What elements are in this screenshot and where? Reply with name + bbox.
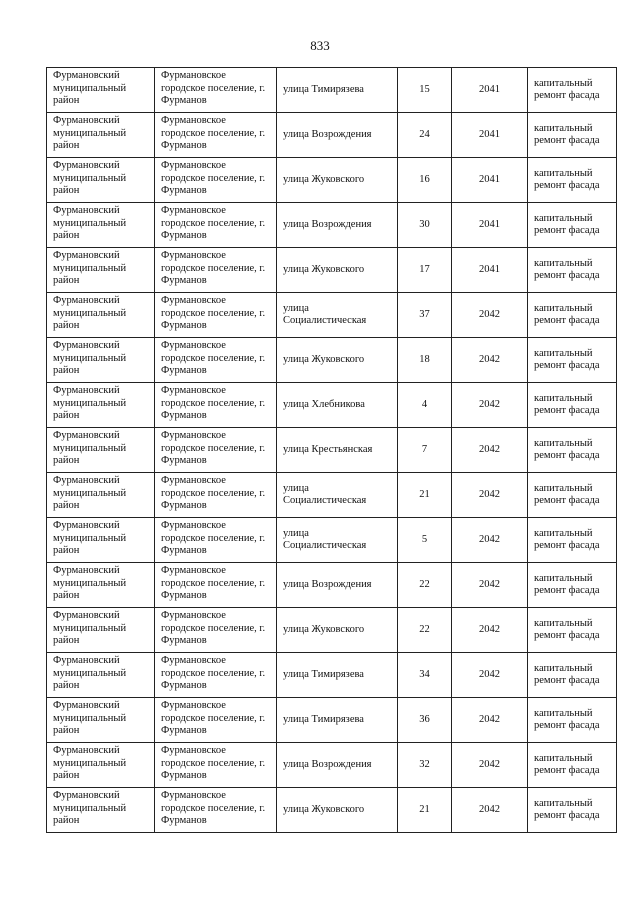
street-cell: улица Тимирязева [277,653,398,698]
street-cell: улица Жуковского [277,338,398,383]
work-type-cell: капитальный ремонт фасада [528,473,617,518]
year-cell: 2042 [452,473,528,518]
work-type-cell: капитальный ремонт фасада [528,608,617,653]
district-cell: Фурмановский муниципальный район [47,113,155,158]
year-cell: 2042 [452,608,528,653]
street-cell: улица Возрождения [277,743,398,788]
year-cell: 2042 [452,428,528,473]
street-cell: улица Жуковского [277,788,398,833]
table-row [47,608,617,653]
house-number-cell: 22 [398,563,452,608]
house-number-cell: 32 [398,743,452,788]
year-cell: 2042 [452,788,528,833]
year-cell: 2042 [452,338,528,383]
street-cell: улица Жуковского [277,158,398,203]
table-row [47,563,617,608]
year-cell: 2042 [452,698,528,743]
street-cell: улица Социалистическая [277,473,398,518]
street-cell: улица Возрождения [277,203,398,248]
house-number-cell: 18 [398,338,452,383]
table-row [47,68,617,113]
settlement-cell: Фурмановское городское поселение, г. Фурманов [155,743,277,788]
house-number-cell: 21 [398,473,452,518]
street-cell: улица Крестьянская [277,428,398,473]
table-row [47,518,617,563]
work-type-cell: капитальный ремонт фасада [528,428,617,473]
settlement-cell: Фурмановское городское поселение, г. Фурманов [155,158,277,203]
year-cell: 2041 [452,203,528,248]
house-number-cell: 7 [398,428,452,473]
district-cell: Фурмановский муниципальный район [47,473,155,518]
district-cell: Фурмановский муниципальный район [47,293,155,338]
year-cell: 2042 [452,293,528,338]
street-cell: улица Возрождения [277,563,398,608]
table-row [47,203,617,248]
year-cell: 2042 [452,563,528,608]
table-row [47,338,617,383]
street-cell: улица Жуковского [277,608,398,653]
repair-schedule-table [46,67,617,833]
district-cell: Фурмановский муниципальный район [47,68,155,113]
settlement-cell: Фурмановское городское поселение, г. Фурманов [155,338,277,383]
work-type-cell: капитальный ремонт фасада [528,68,617,113]
table-row [47,113,617,158]
settlement-cell: Фурмановское городское поселение, г. Фурманов [155,563,277,608]
work-type-cell: капитальный ремонт фасада [528,113,617,158]
house-number-cell: 17 [398,248,452,293]
district-cell: Фурмановский муниципальный район [47,653,155,698]
street-cell: улица Жуковского [277,248,398,293]
work-type-cell: капитальный ремонт фасада [528,158,617,203]
house-number-cell: 4 [398,383,452,428]
street-cell: улица Тимирязева [277,698,398,743]
district-cell: Фурмановский муниципальный район [47,383,155,428]
settlement-cell: Фурмановское городское поселение, г. Фурманов [155,293,277,338]
district-cell: Фурмановский муниципальный район [47,338,155,383]
year-cell: 2041 [452,158,528,203]
page-number: 833 [310,38,330,53]
street-cell: улица Возрождения [277,113,398,158]
house-number-cell: 5 [398,518,452,563]
district-cell: Фурмановский муниципальный район [47,248,155,293]
year-cell: 2041 [452,248,528,293]
work-type-cell: капитальный ремонт фасада [528,338,617,383]
work-type-cell: капитальный ремонт фасада [528,203,617,248]
work-type-cell: капитальный ремонт фасада [528,743,617,788]
year-cell: 2041 [452,68,528,113]
table-row [47,383,617,428]
street-cell: улица Социалистическая [277,518,398,563]
house-number-cell: 21 [398,788,452,833]
district-cell: Фурмановский муниципальный район [47,203,155,248]
table-row [47,743,617,788]
house-number-cell: 37 [398,293,452,338]
work-type-cell: капитальный ремонт фасада [528,653,617,698]
work-type-cell: капитальный ремонт фасада [528,698,617,743]
year-cell: 2042 [452,383,528,428]
settlement-cell: Фурмановское городское поселение, г. Фурманов [155,428,277,473]
work-type-cell: капитальный ремонт фасада [528,383,617,428]
district-cell: Фурмановский муниципальный район [47,428,155,473]
district-cell: Фурмановский муниципальный район [47,698,155,743]
house-number-cell: 22 [398,608,452,653]
house-number-cell: 16 [398,158,452,203]
street-cell: улица Тимирязева [277,68,398,113]
house-number-cell: 36 [398,698,452,743]
district-cell: Фурмановский муниципальный район [47,608,155,653]
table-row [47,698,617,743]
settlement-cell: Фурмановское городское поселение, г. Фурманов [155,203,277,248]
settlement-cell: Фурмановское городское поселение, г. Фурманов [155,473,277,518]
work-type-cell: капитальный ремонт фасада [528,293,617,338]
district-cell: Фурмановский муниципальный район [47,518,155,563]
table-row [47,473,617,518]
settlement-cell: Фурмановское городское поселение, г. Фурманов [155,788,277,833]
settlement-cell: Фурмановское городское поселение, г. Фурманов [155,383,277,428]
settlement-cell: Фурмановское городское поселение, г. Фурманов [155,68,277,113]
settlement-cell: Фурмановское городское поселение, г. Фурманов [155,653,277,698]
work-type-cell: капитальный ремонт фасада [528,248,617,293]
work-type-cell: капитальный ремонт фасада [528,563,617,608]
table-row [47,158,617,203]
table-row [47,428,617,473]
year-cell: 2041 [452,113,528,158]
work-type-cell: капитальный ремонт фасада [528,788,617,833]
settlement-cell: Фурмановское городское поселение, г. Фурманов [155,518,277,563]
district-cell: Фурмановский муниципальный район [47,563,155,608]
street-cell: улица Хлебникова [277,383,398,428]
year-cell: 2042 [452,743,528,788]
house-number-cell: 34 [398,653,452,698]
house-number-cell: 15 [398,68,452,113]
settlement-cell: Фурмановское городское поселение, г. Фурманов [155,248,277,293]
table-row [47,293,617,338]
table-row [47,248,617,293]
street-cell: улица Социалистическая [277,293,398,338]
district-cell: Фурмановский муниципальный район [47,743,155,788]
house-number-cell: 24 [398,113,452,158]
settlement-cell: Фурмановское городское поселение, г. Фурманов [155,113,277,158]
settlement-cell: Фурмановское городское поселение, г. Фурманов [155,698,277,743]
year-cell: 2042 [452,653,528,698]
year-cell: 2042 [452,518,528,563]
work-type-cell: капитальный ремонт фасада [528,518,617,563]
house-number-cell: 30 [398,203,452,248]
table-row [47,653,617,698]
district-cell: Фурмановский муниципальный район [47,788,155,833]
district-cell: Фурмановский муниципальный район [47,158,155,203]
table-row [47,788,617,833]
settlement-cell: Фурмановское городское поселение, г. Фурманов [155,608,277,653]
table-body [47,68,617,833]
